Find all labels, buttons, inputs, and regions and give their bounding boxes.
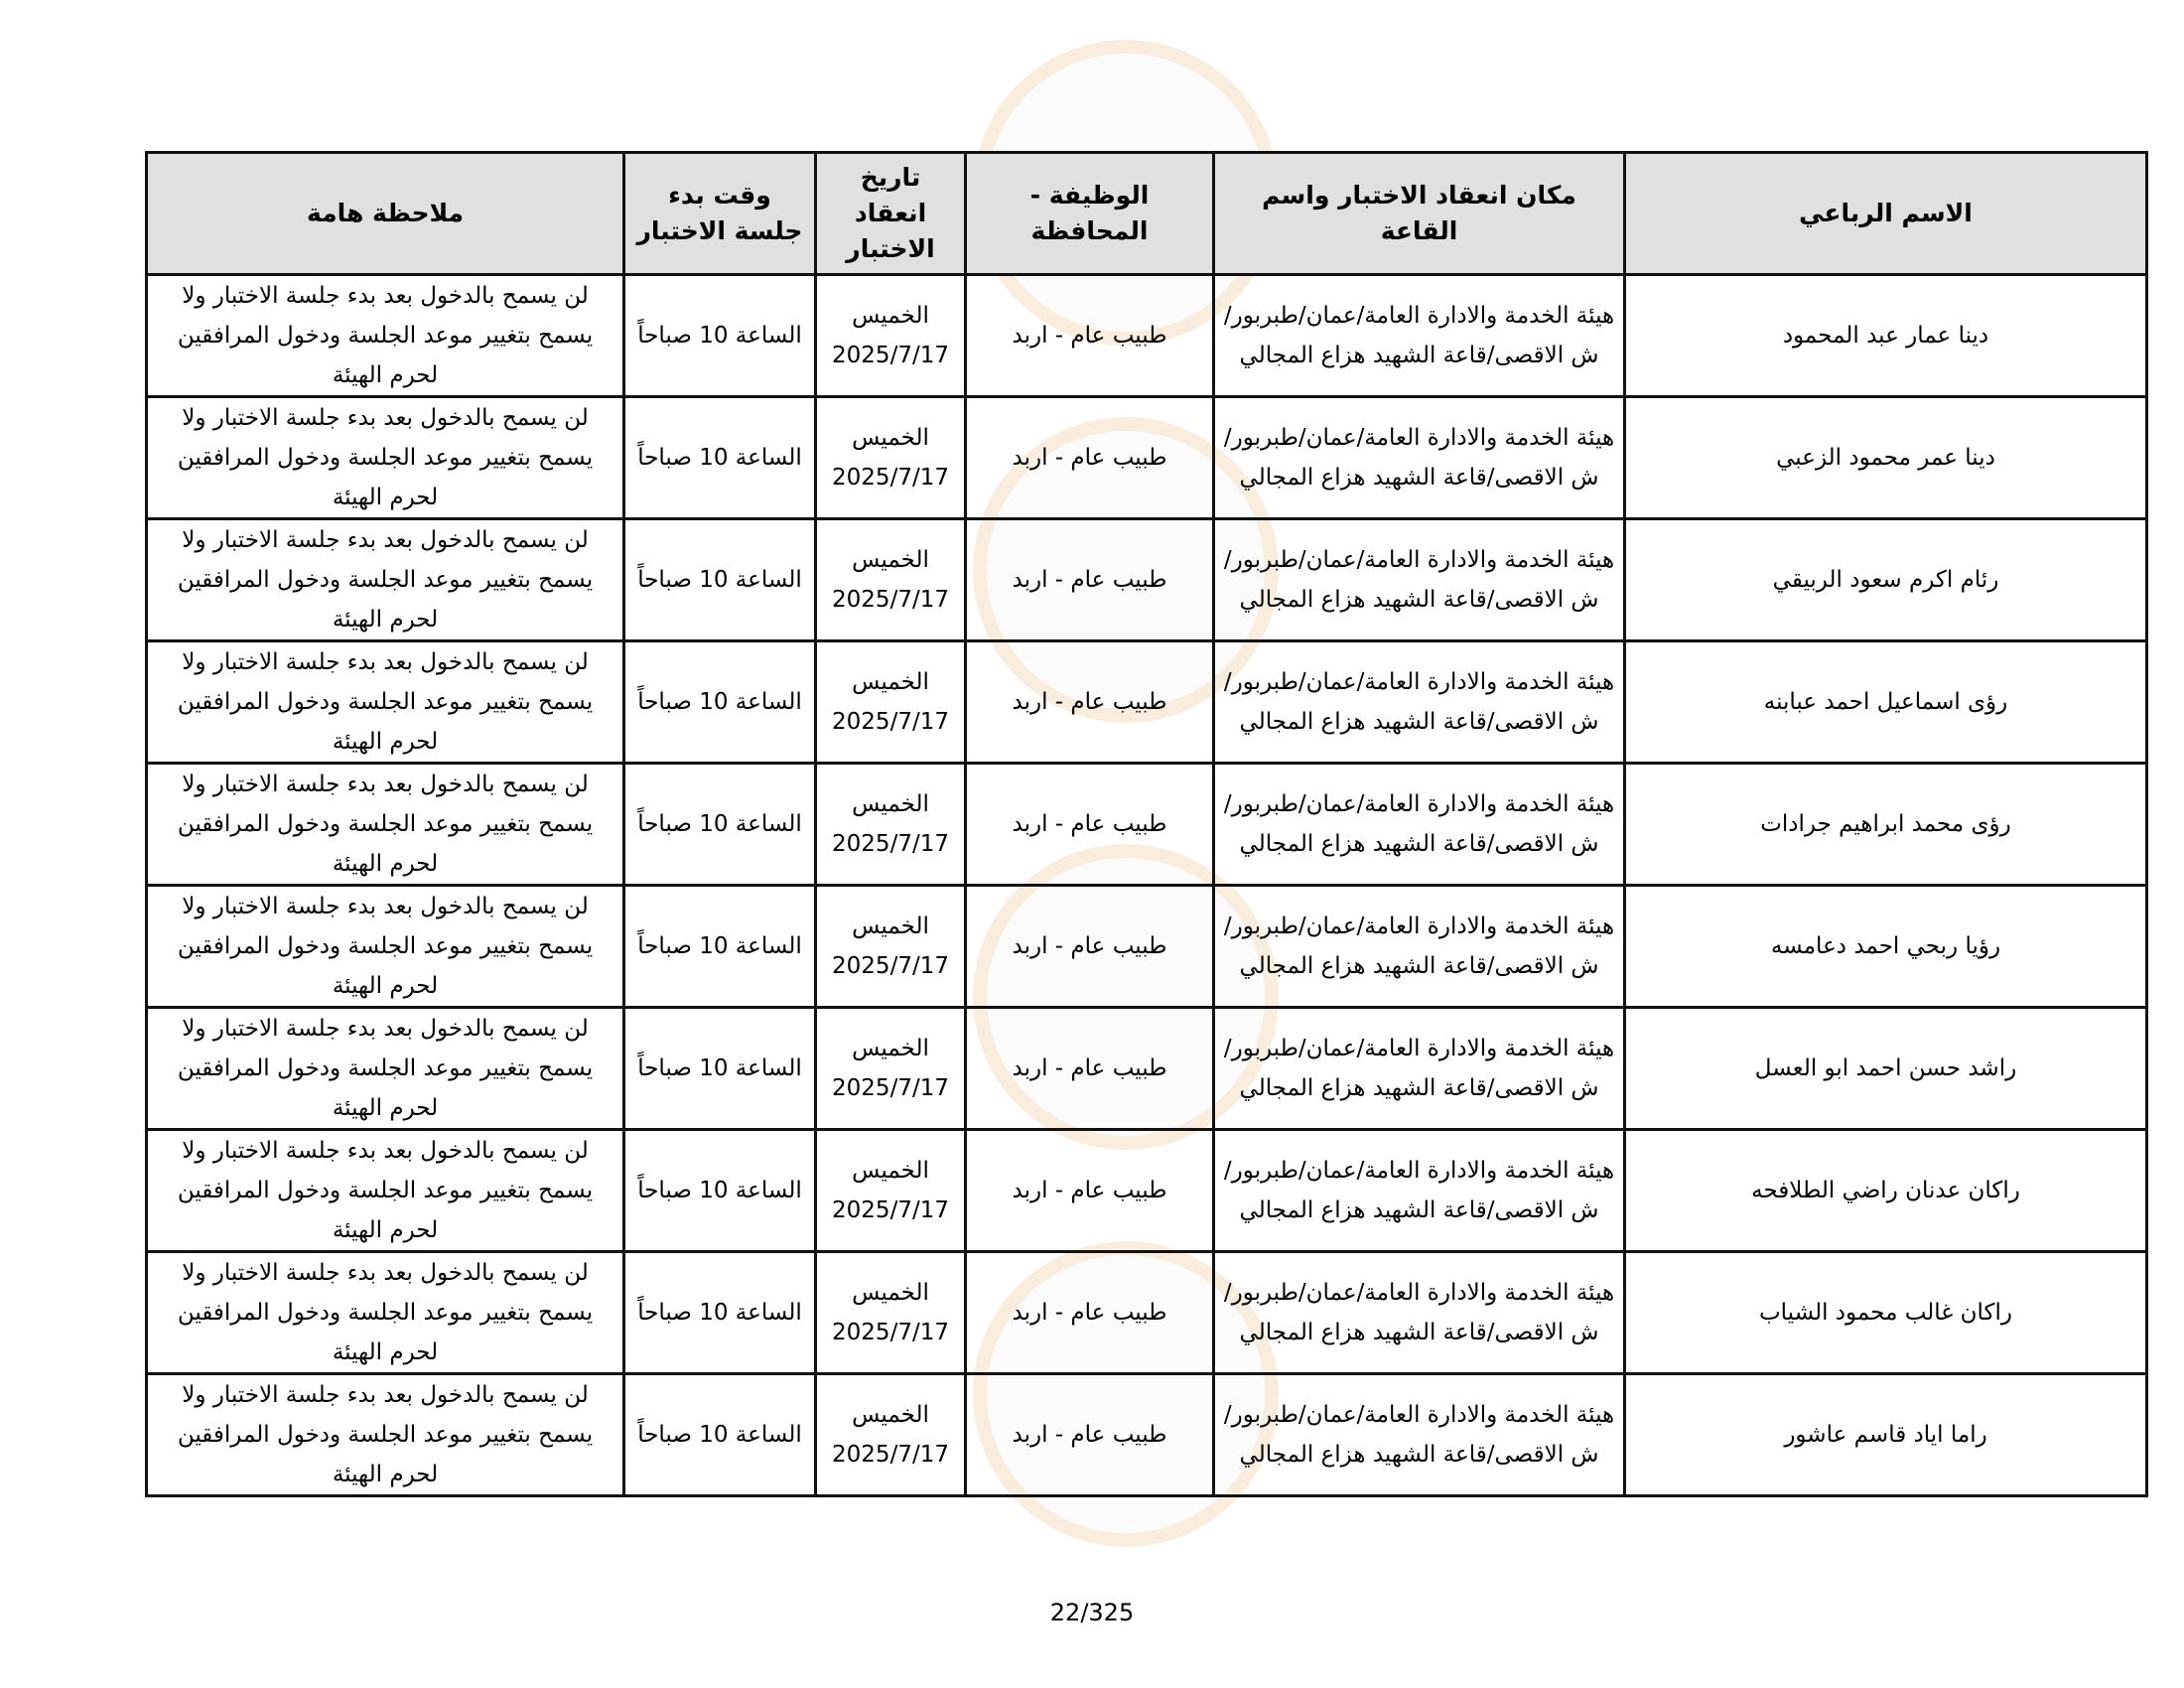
table-row	[147, 886, 2147, 1008]
date-cell	[816, 886, 966, 1008]
time-cell: الساعة 10 صباحاً	[624, 886, 816, 1008]
job-cell: طبيب عام - اربد	[966, 1130, 1214, 1252]
job-cell: طبيب عام - اربد	[966, 1374, 1214, 1496]
date-cell	[816, 641, 966, 764]
header-important-note: ملاحظة هامة	[147, 153, 624, 275]
note-cell: لن يسمح بالدخول بعد بدء جلسة الاختبار ولا يسمح بتغيير موعد الجلسة ودخول المرافقين لحرم الهيئة	[147, 1008, 624, 1130]
time-cell: الساعة 10 صباحاً	[624, 1374, 816, 1496]
date-day: الخميس	[852, 1036, 929, 1061]
job-cell: طبيب عام - اربد	[966, 764, 1214, 886]
time-cell: الساعة 10 صباحاً	[624, 1130, 816, 1252]
date-day: الخميس	[852, 1402, 929, 1428]
job-cell: طبيب عام - اربد	[966, 641, 1214, 764]
exam-schedule-table	[145, 151, 2148, 1497]
date-value: 2025/7/17	[832, 1197, 949, 1223]
name-cell: دينا عمار عبد المحمود	[1625, 275, 2147, 397]
table-row	[147, 641, 2147, 764]
table-row	[147, 1130, 2147, 1252]
header-start-time: وقت بدء جلسة الاختبار	[624, 153, 816, 275]
table-row	[147, 397, 2147, 519]
time-cell: الساعة 10 صباحاً	[624, 275, 816, 397]
location-cell: هيئة الخدمة والادارة العامة/عمان/طبربور/ش الاقصى/قاعة الشهيد هزاع المجالي	[1214, 886, 1625, 1008]
name-cell: راشد حسن احمد ابو العسل	[1625, 1008, 2147, 1130]
date-cell	[816, 397, 966, 519]
date-day: الخميس	[852, 1280, 929, 1306]
table-row	[147, 1252, 2147, 1374]
job-cell: طبيب عام - اربد	[966, 519, 1214, 641]
date-value: 2025/7/17	[832, 709, 949, 735]
location-cell: هيئة الخدمة والادارة العامة/عمان/طبربور/ش الاقصى/قاعة الشهيد هزاع المجالي	[1214, 1374, 1625, 1496]
date-day: الخميس	[852, 425, 929, 451]
table-row	[147, 519, 2147, 641]
date-day: الخميس	[852, 791, 929, 817]
date-day: الخميس	[852, 547, 929, 573]
table-row	[147, 275, 2147, 397]
job-cell: طبيب عام - اربد	[966, 1252, 1214, 1374]
date-value: 2025/7/17	[832, 465, 949, 491]
name-cell: رؤيا ربحي احمد دعامسه	[1625, 886, 2147, 1008]
location-cell: هيئة الخدمة والادارة العامة/عمان/طبربور/ش الاقصى/قاعة الشهيد هزاع المجالي	[1214, 1130, 1625, 1252]
time-cell: الساعة 10 صباحاً	[624, 397, 816, 519]
note-cell: لن يسمح بالدخول بعد بدء جلسة الاختبار ولا يسمح بتغيير موعد الجلسة ودخول المرافقين لحرم الهيئة	[147, 886, 624, 1008]
note-cell: لن يسمح بالدخول بعد بدء جلسة الاختبار ولا يسمح بتغيير موعد الجلسة ودخول المرافقين لحرم الهيئة	[147, 1130, 624, 1252]
name-cell: راكان غالب محمود الشياب	[1625, 1252, 2147, 1374]
name-cell: راما اياد قاسم عاشور	[1625, 1374, 2147, 1496]
note-cell: لن يسمح بالدخول بعد بدء جلسة الاختبار ولا يسمح بتغيير موعد الجلسة ودخول المرافقين لحرم الهيئة	[147, 764, 624, 886]
note-cell: لن يسمح بالدخول بعد بدء جلسة الاختبار ولا يسمح بتغيير موعد الجلسة ودخول المرافقين لحرم الهيئة	[147, 397, 624, 519]
table-row	[147, 1374, 2147, 1496]
note-cell: لن يسمح بالدخول بعد بدء جلسة الاختبار ولا يسمح بتغيير موعد الجلسة ودخول المرافقين لحرم الهيئة	[147, 275, 624, 397]
note-cell: لن يسمح بالدخول بعد بدء جلسة الاختبار ولا يسمح بتغيير موعد الجلسة ودخول المرافقين لحرم الهيئة	[147, 641, 624, 764]
name-cell: رئام اكرم سعود الربيقي	[1625, 519, 2147, 641]
location-cell: هيئة الخدمة والادارة العامة/عمان/طبربور/ش الاقصى/قاعة الشهيد هزاع المجالي	[1214, 1252, 1625, 1374]
time-cell: الساعة 10 صباحاً	[624, 1008, 816, 1130]
table-row	[147, 1008, 2147, 1130]
header-exam-date: تاريخ انعقاد الاختبار	[816, 153, 966, 275]
location-cell: هيئة الخدمة والادارة العامة/عمان/طبربور/ش الاقصى/قاعة الشهيد هزاع المجالي	[1214, 275, 1625, 397]
header-job-governorate: الوظيفة - المحافظة	[966, 153, 1214, 275]
name-cell: رؤى اسماعيل احمد عبابنه	[1625, 641, 2147, 764]
header-exam-location: مكان انعقاد الاختبار واسم القاعة	[1214, 153, 1625, 275]
date-value: 2025/7/17	[832, 1320, 949, 1345]
name-cell: راكان عدنان راضي الطلافحه	[1625, 1130, 2147, 1252]
date-cell	[816, 1130, 966, 1252]
time-cell: الساعة 10 صباحاً	[624, 641, 816, 764]
table-header-row	[147, 153, 2147, 275]
time-cell: الساعة 10 صباحاً	[624, 1252, 816, 1374]
header-full-name: الاسم الرباعي	[1625, 153, 2147, 275]
note-cell: لن يسمح بالدخول بعد بدء جلسة الاختبار ولا يسمح بتغيير موعد الجلسة ودخول المرافقين لحرم الهيئة	[147, 1252, 624, 1374]
job-cell: طبيب عام - اربد	[966, 397, 1214, 519]
date-cell	[816, 1008, 966, 1130]
name-cell: دينا عمر محمود الزعبي	[1625, 397, 2147, 519]
date-day: الخميس	[852, 1158, 929, 1184]
date-value: 2025/7/17	[832, 343, 949, 368]
job-cell: طبيب عام - اربد	[966, 886, 1214, 1008]
date-cell	[816, 519, 966, 641]
date-value: 2025/7/17	[832, 1075, 949, 1101]
table-row	[147, 764, 2147, 886]
date-day: الخميس	[852, 303, 929, 329]
date-cell	[816, 764, 966, 886]
location-cell: هيئة الخدمة والادارة العامة/عمان/طبربور/ش الاقصى/قاعة الشهيد هزاع المجالي	[1214, 397, 1625, 519]
date-day: الخميس	[852, 914, 929, 939]
location-cell: هيئة الخدمة والادارة العامة/عمان/طبربور/ش الاقصى/قاعة الشهيد هزاع المجالي	[1214, 519, 1625, 641]
time-cell: الساعة 10 صباحاً	[624, 519, 816, 641]
date-value: 2025/7/17	[832, 953, 949, 979]
note-cell: لن يسمح بالدخول بعد بدء جلسة الاختبار ولا يسمح بتغيير موعد الجلسة ودخول المرافقين لحرم الهيئة	[147, 519, 624, 641]
date-cell	[816, 1252, 966, 1374]
date-value: 2025/7/17	[832, 587, 949, 613]
date-day: الخميس	[852, 669, 929, 695]
job-cell: طبيب عام - اربد	[966, 1008, 1214, 1130]
name-cell: رؤى محمد ابراهيم جرادات	[1625, 764, 2147, 886]
date-value: 2025/7/17	[832, 831, 949, 857]
date-cell	[816, 1374, 966, 1496]
time-cell: الساعة 10 صباحاً	[624, 764, 816, 886]
location-cell: هيئة الخدمة والادارة العامة/عمان/طبربور/ش الاقصى/قاعة الشهيد هزاع المجالي	[1214, 1008, 1625, 1130]
page-number: 22/325	[1049, 1599, 1135, 1626]
location-cell: هيئة الخدمة والادارة العامة/عمان/طبربور/ش الاقصى/قاعة الشهيد هزاع المجالي	[1214, 641, 1625, 764]
location-cell: هيئة الخدمة والادارة العامة/عمان/طبربور/ش الاقصى/قاعة الشهيد هزاع المجالي	[1214, 764, 1625, 886]
job-cell: طبيب عام - اربد	[966, 275, 1214, 397]
date-cell	[816, 275, 966, 397]
note-cell: لن يسمح بالدخول بعد بدء جلسة الاختبار ولا يسمح بتغيير موعد الجلسة ودخول المرافقين لحرم الهيئة	[147, 1374, 624, 1496]
date-value: 2025/7/17	[832, 1442, 949, 1468]
